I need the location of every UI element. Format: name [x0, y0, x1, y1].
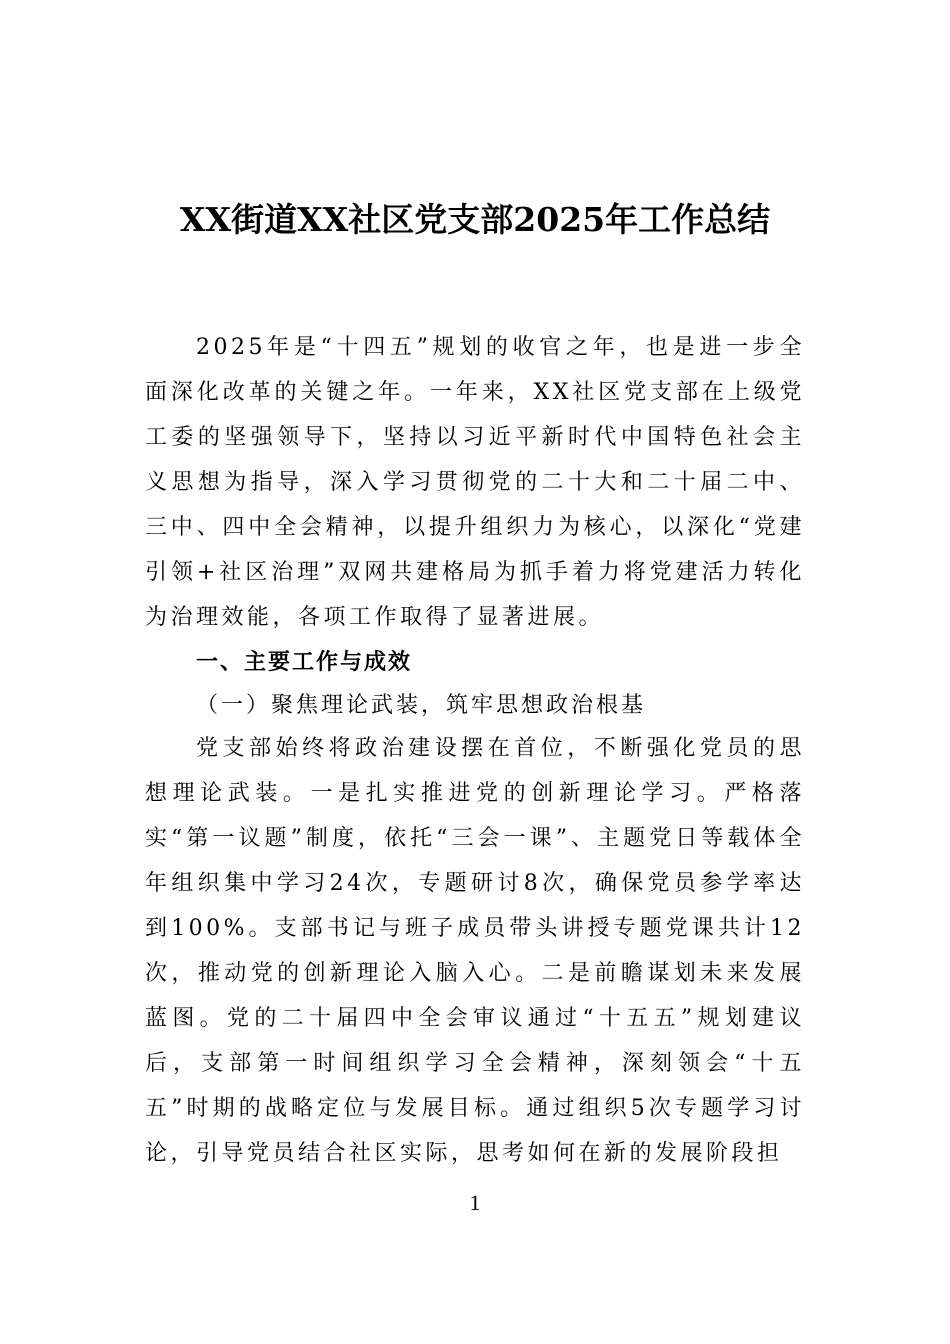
- intro-paragraph: 2025年是“十四五”规划的收官之年，也是进一步全面深化改革的关键之年。一年来，XX社区党支部在上级党工委的坚强领导下，坚持以习近平新时代中国特色社会主义思想为指导，深入学习贯彻党的二十大和二十届二中、三中、四中全会精神，以提升组织力为核心，以深化“党建引领+社区治理”双网共建格局为抓手着力将党建活力转化为治理效能，各项工作取得了显著进展。: [145, 335, 805, 630]
- document-title: XX街道XX社区党支部2025年工作总结: [179, 200, 771, 239]
- page-number: 1: [469, 1190, 481, 1215]
- section-heading: 一、主要工作与成效: [196, 650, 413, 675]
- subsection-paragraph: 党支部始终将政治建设摆在首位，不断强化党员的思想理论武装。一是扎实推进党的创新理论学习。严格落实“第一议题”制度，依托“三会一课”、主题党日等载体全年组织集中学习24次，专题研讨8次，确保党员参学率达到100%。支部书记与班子成员带头讲授专题党课共计12次，推动党的创新理论入脑入心。二是前瞻谋划未来发展蓝图。党的二十届四中全会审议通过“十五五”规划建议后，支部第一时间组织学习全会精神，深刻领会“十五五”时期的战略定位与发展目标。通过组织5次专题学习讨论，引导党员结合社区实际，思考如何在新的发展阶段担: [145, 736, 805, 1166]
- subsection-heading: （一）聚焦理论武装，筑牢思想政治根基: [196, 693, 647, 718]
